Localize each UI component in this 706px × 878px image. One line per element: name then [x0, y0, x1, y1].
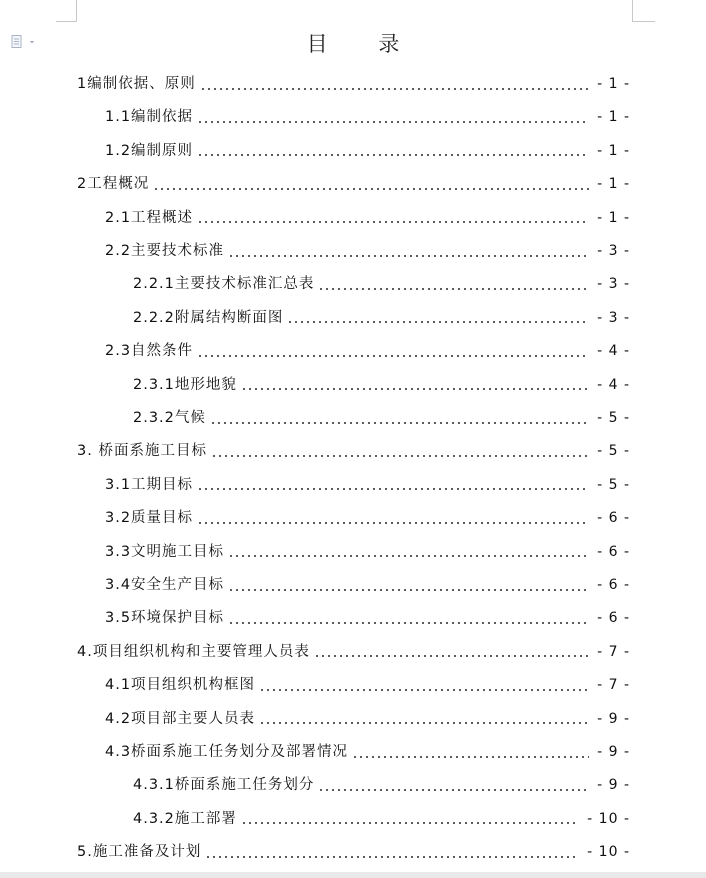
toc-entry[interactable] — [105, 135, 630, 168]
toc-dot-leader — [228, 255, 589, 257]
toc-entry-label: 3.5环境保护目标 — [105, 610, 225, 627]
toc-dot-leader — [197, 121, 589, 123]
toc-entry[interactable] — [133, 769, 630, 802]
toc-entry[interactable] — [105, 569, 630, 602]
toc-entry[interactable] — [105, 101, 630, 134]
toc-entry[interactable] — [105, 703, 630, 736]
toc-dot-leader — [318, 789, 589, 791]
toc-entry-page-number: - 1 - — [597, 109, 630, 126]
toc-entry-label: 4.1项目组织机构框图 — [105, 677, 256, 694]
toc-dot-leader — [287, 321, 589, 323]
toc-dot-leader — [259, 722, 589, 724]
toc-entry-label: 1.1编制依据 — [105, 109, 194, 126]
toc-entry[interactable] — [133, 369, 630, 402]
toc-entry-page-number: - 3 - — [597, 243, 630, 259]
toc-dot-leader — [205, 856, 579, 858]
toc-dot-leader — [228, 589, 589, 591]
toc-entry-label: 2.2.2附属结构断面图 — [133, 309, 284, 326]
toc-entry[interactable] — [105, 602, 630, 635]
toc-entry[interactable] — [133, 268, 630, 301]
toc-entry-page-number: - 1 - — [597, 209, 630, 226]
toc-entry-label: 3.3文明施工目标 — [105, 543, 225, 560]
crop-mark-right — [632, 0, 655, 22]
toc-dot-leader — [259, 689, 589, 691]
toc-entry[interactable] — [105, 335, 630, 368]
toc-dot-leader — [197, 154, 589, 156]
toc-entry-label: 2.1工程概述 — [105, 209, 194, 226]
toc-entry-page-number: - 9 - — [597, 710, 630, 727]
toc-dot-leader — [228, 622, 589, 624]
toc-dot-leader — [241, 822, 579, 824]
toc-dot-leader — [352, 756, 589, 758]
toc-entry-label: 4.3桥面系施工任务划分及部署情况 — [105, 744, 349, 760]
toc-entry-page-number: - 4 - — [597, 343, 630, 360]
toc-entry[interactable] — [77, 168, 630, 201]
toc-entry-label: 3.4安全生产目标 — [105, 577, 225, 593]
toc-dot-leader — [210, 422, 589, 424]
toc-entry-label: 3.2质量目标 — [105, 510, 194, 527]
toc-entry-page-number: - 10 - — [587, 810, 630, 827]
toc-entry-label: 5.施工准备及计划 — [77, 844, 202, 861]
toc-entry-page-number: - 1 - — [597, 142, 630, 159]
toc-entry[interactable] — [77, 68, 630, 101]
toc-entry-page-number: - 6 - — [597, 510, 630, 527]
toc-entry-label: 4.3.2施工部署 — [133, 810, 237, 827]
toc-entry-page-number: - 7 - — [597, 677, 630, 694]
toc-entry-label: 2.3.1地形地貌 — [133, 376, 237, 393]
toc-entry[interactable] — [105, 502, 630, 535]
toc-entry-page-number: - 1 - — [597, 76, 630, 92]
toc-entry-label: 2.2主要技术标准 — [105, 243, 225, 259]
toc-entry[interactable] — [133, 402, 630, 435]
toc-dot-leader — [197, 522, 589, 524]
toc-entry-page-number: - 6 - — [597, 577, 630, 593]
toc-entry-page-number: - 4 - — [597, 376, 630, 393]
toc-entry[interactable] — [105, 469, 630, 502]
toc-entry-label: 3.1工期目标 — [105, 476, 194, 493]
crop-mark-left — [56, 0, 77, 22]
toc-entry-label: 4.2项目部主要人员表 — [105, 710, 256, 727]
toc-entry-page-number: - 6 - — [597, 610, 630, 627]
toc-entry-page-number: - 6 - — [597, 543, 630, 560]
toc-title: 目 录 — [306, 32, 422, 56]
toc-entry-page-number: - 10 - — [587, 844, 630, 861]
toc-entry-page-number: - 3 - — [597, 309, 630, 326]
toc-entry[interactable] — [105, 669, 630, 702]
toc-entry-label: 2.3自然条件 — [105, 343, 194, 360]
toc-entry-label: 1编制依据、原则 — [77, 76, 196, 92]
toc-entry[interactable] — [105, 736, 630, 769]
toc-entry-label: 4.3.1桥面系施工任务划分 — [133, 777, 315, 794]
toc-dot-leader — [318, 288, 589, 290]
toc-entry[interactable] — [77, 636, 630, 669]
toc-entry[interactable] — [77, 435, 630, 468]
toc-entry[interactable] — [105, 235, 630, 268]
toc-entry-page-number: - 7 - — [597, 643, 630, 660]
toc-entry-page-number: - 1 - — [597, 176, 630, 193]
toc-entry-label: 4.项目组织机构和主要管理人员表 — [77, 643, 310, 660]
toc-dot-leader — [153, 188, 589, 190]
toc-entry[interactable] — [133, 803, 630, 836]
toc-entry-label: 2.3.2气候 — [133, 410, 206, 426]
toc-dot-leader — [197, 488, 589, 490]
toc-entry-label: 2.2.1主要技术标准汇总表 — [133, 276, 315, 293]
toc-entry-page-number: - 5 - — [597, 443, 630, 460]
toc-entry-page-number: - 9 - — [597, 744, 630, 760]
toc-dot-leader — [241, 388, 589, 390]
page-bottom-edge — [0, 872, 706, 878]
toc-dot-leader — [197, 221, 589, 223]
toc-entry-label: 1.2编制原则 — [105, 142, 194, 159]
toc-entry-label: 2工程概况 — [77, 176, 150, 193]
toc-dot-leader — [314, 655, 589, 657]
toc-entry-page-number: - 5 - — [597, 476, 630, 493]
toc-entry-page-number: - 9 - — [597, 777, 630, 794]
toc-entry[interactable] — [133, 302, 630, 335]
toc-entry[interactable] — [105, 202, 630, 235]
toc-dot-leader — [200, 88, 589, 90]
toc-entry-page-number: - 3 - — [597, 276, 630, 293]
toc-entry[interactable] — [77, 836, 630, 869]
toc-dot-leader — [228, 555, 589, 557]
toc-entry-label: 3. 桥面系施工目标 — [77, 443, 207, 460]
toc-entry[interactable] — [105, 536, 630, 569]
toc-dot-leader — [211, 455, 589, 457]
toc-dot-leader — [197, 355, 589, 357]
toc-entry-page-number: - 5 - — [597, 410, 630, 426]
